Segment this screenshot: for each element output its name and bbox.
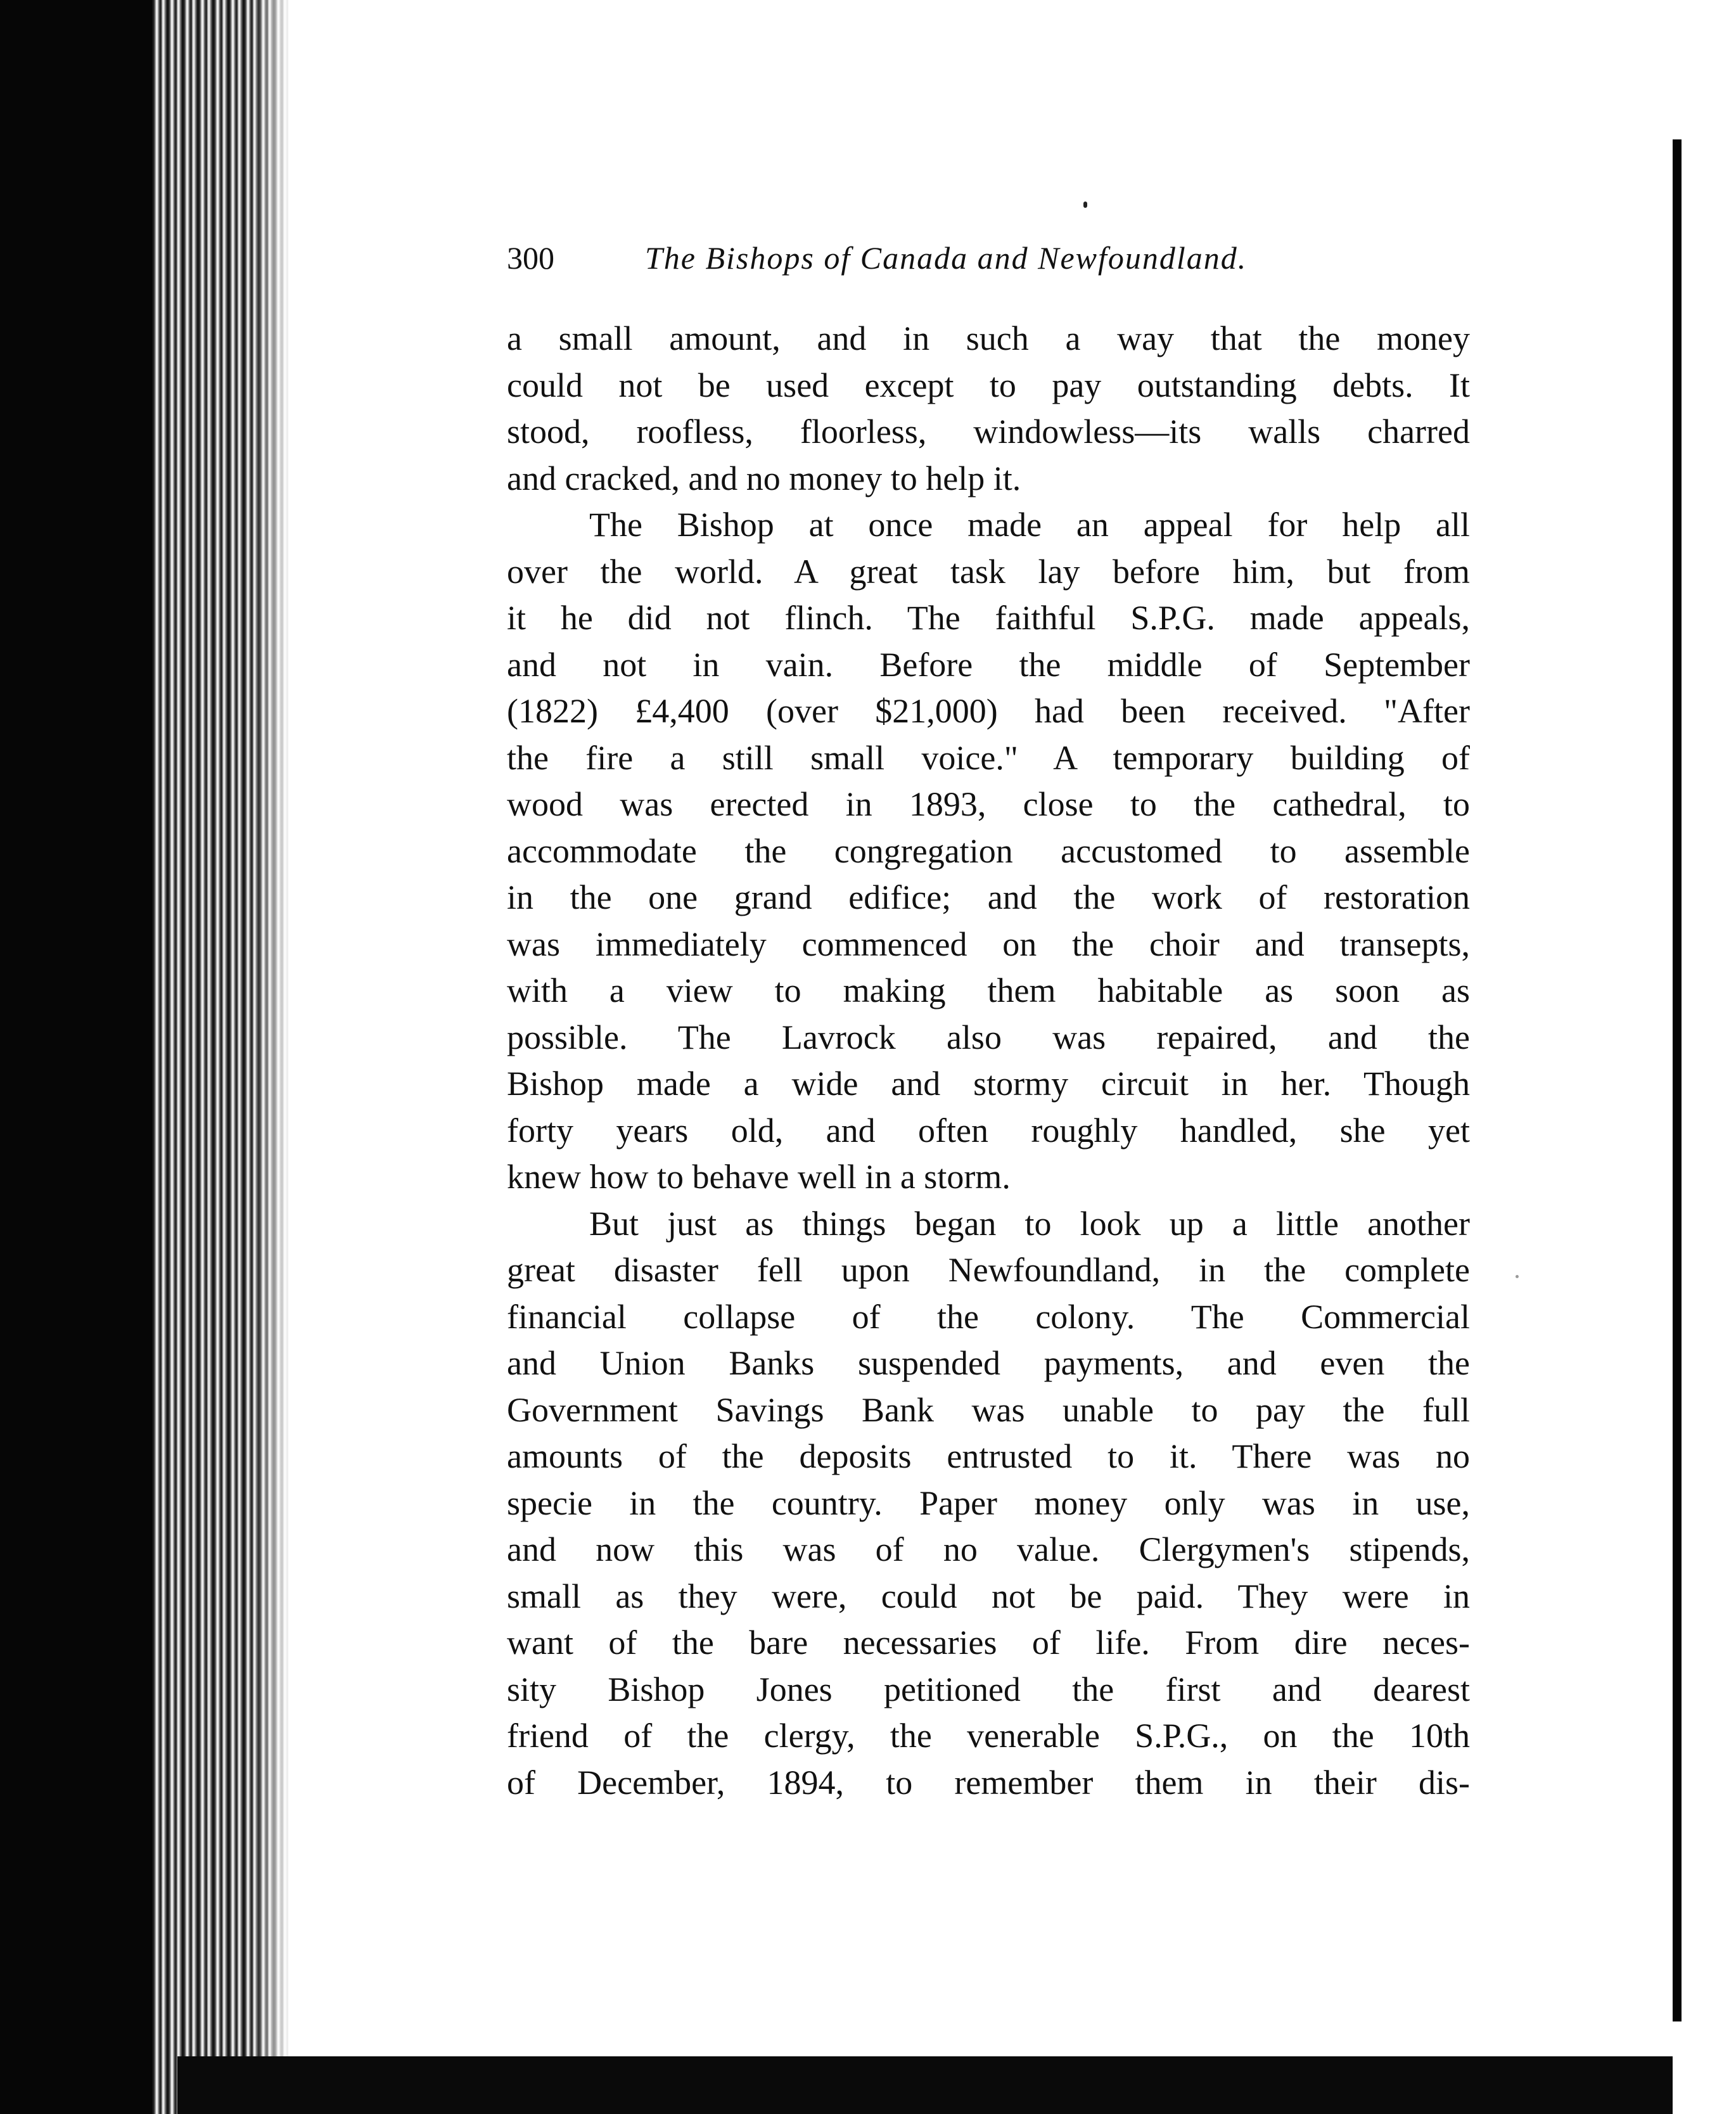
text-line: and now this was of no value. Clergymen's stipends, — [507, 1530, 1470, 1568]
text-line: in the one grand edifice; and the work of restoration — [507, 878, 1470, 916]
running-title: The Bishops of Canada and Newfoundland. — [645, 240, 1248, 276]
ink-speck — [1083, 202, 1087, 208]
text-line: over the world. A great task lay before him, but from — [507, 552, 1470, 591]
text-line: specie in the country. Paper money only was in use, — [507, 1483, 1470, 1522]
text-line: want of the bare necessaries of life. From dire neces- — [507, 1624, 1470, 1662]
text-line: small as they were, could not be paid. They were in — [507, 1577, 1470, 1615]
text-line: and not in vain. Before the middle of September — [507, 645, 1470, 684]
ink-speck — [1516, 1275, 1519, 1278]
page-number: 300 — [507, 240, 554, 276]
text-line: (1822) £4,400 (over $21,000) had been received. "After — [507, 692, 1470, 730]
body-text — [507, 316, 1470, 1806]
text-line: amounts of the deposits entrusted to it. There was no — [507, 1437, 1470, 1475]
text-line: and Union Banks suspended payments, and even the — [507, 1344, 1470, 1382]
text-line: The Bishop at once made an appeal for help all — [589, 506, 1470, 544]
text-line: wood was erected in 1893, close to the cathedral, to — [507, 785, 1470, 823]
page-edges-fade — [253, 0, 291, 2114]
text-line: Bishop made a wide and stormy circuit in her. Though — [507, 1065, 1470, 1103]
text-line: friend of the clergy, the venerable S.P.G., on the 10th — [507, 1717, 1470, 1755]
text-line: great disaster fell upon Newfoundland, in the complete — [507, 1251, 1470, 1289]
bottom-scan-shadow — [177, 2056, 1673, 2114]
text-line: and cracked, and no money to help it. — [507, 459, 1021, 497]
text-line: accommodate the congregation accustomed to assemble — [507, 831, 1470, 870]
right-page-edge-shadow — [1673, 139, 1682, 2021]
text-line: financial collapse of the colony. The Commercial — [507, 1297, 1470, 1336]
text-line: it he did not flinch. The faithful S.P.G. made appeals, — [507, 599, 1470, 637]
text-line: But just as things began to look up a little another — [589, 1204, 1470, 1243]
text-line: knew how to behave well in a storm. — [507, 1158, 1011, 1196]
text-line: a small amount, and in such a way that the money — [507, 319, 1470, 357]
text-line: the fire a still small voice." A temporary building of — [507, 738, 1470, 777]
text-line: sity Bishop Jones petitioned the first and dearest — [507, 1670, 1470, 1708]
text-line: stood, roofless, floorless, windowless—its walls charred — [507, 413, 1470, 451]
text-line: of December, 1894, to remember them in their dis- — [507, 1763, 1470, 1802]
text-line: forty years old, and often roughly handled, she yet — [507, 1111, 1470, 1150]
text-line: possible. The Lavrock also was repaired, and the — [507, 1018, 1470, 1056]
running-head — [507, 236, 1350, 280]
text-line: was immediately commenced on the choir and transepts, — [507, 925, 1470, 963]
text-line: could not be used except to pay outstanding debts. It — [507, 366, 1470, 404]
text-line: Government Savings Bank was unable to pay the full — [507, 1390, 1470, 1429]
text-line: with a view to making them habitable as soon as — [507, 971, 1470, 1009]
